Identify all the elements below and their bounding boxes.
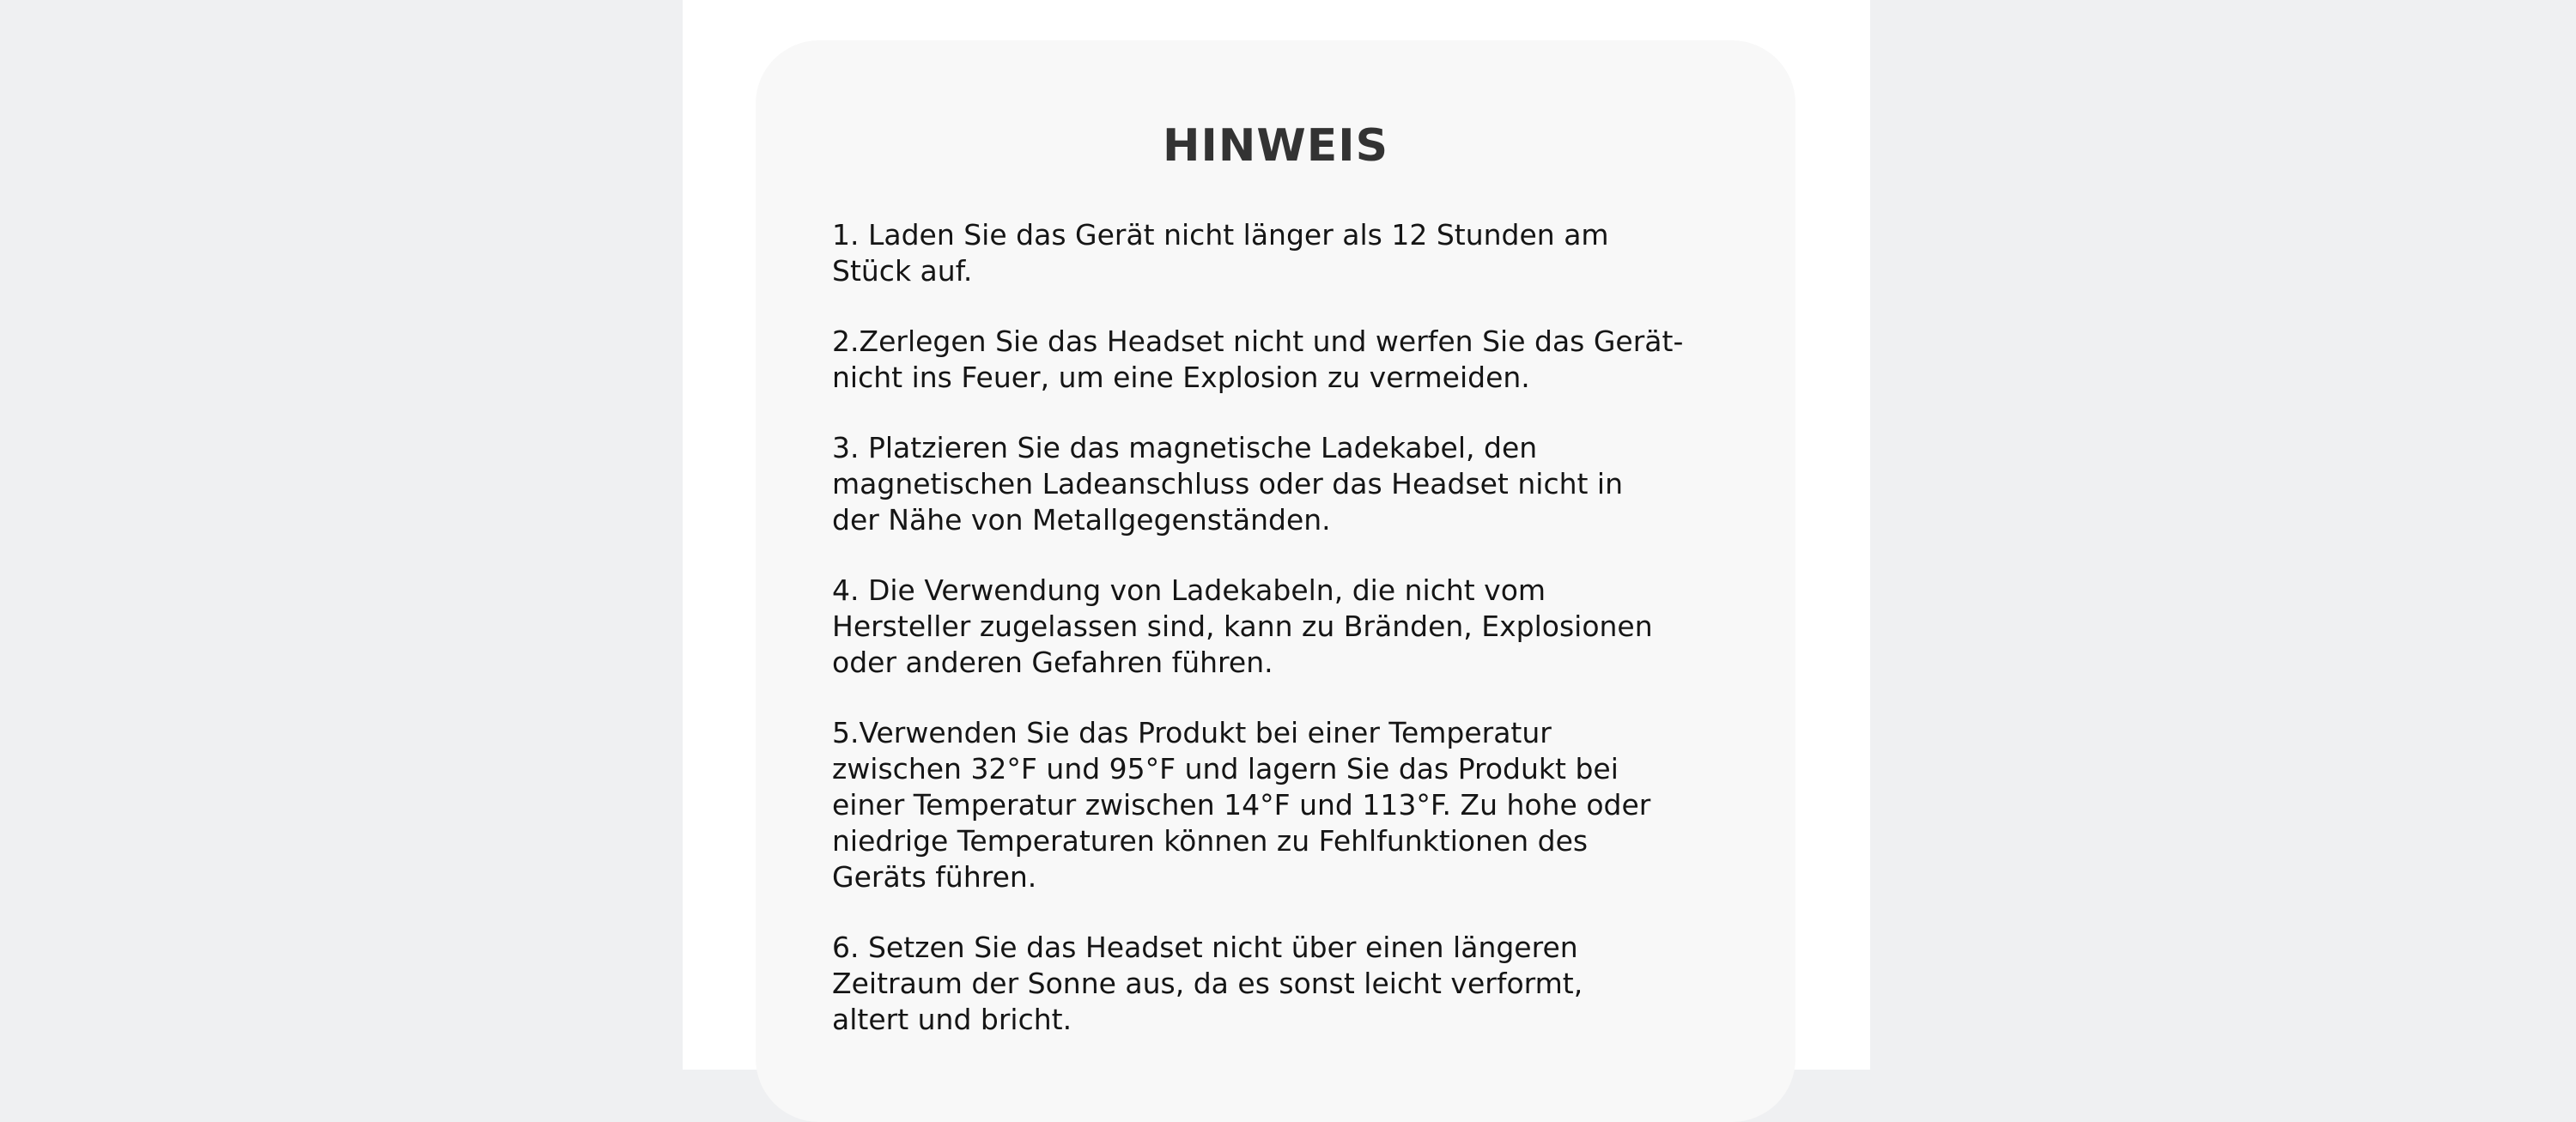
notice-item-2: 2.Zerlegen Sie das Headset nicht und werfen Sie das Gerät- nicht ins Feuer, um eine Explosion zu vermeiden.: [832, 324, 1684, 394]
notice-item-3: 3. Platzieren Sie das magnetische Ladekabel, den magnetischen Ladeanschluss oder das Headset nicht in der Nähe von Metallgegenständen.: [832, 431, 1624, 537]
page-content-column: [683, 0, 1870, 1070]
notice-item-1: 1. Laden Sie das Gerät nicht länger als 12 Stunden am Stück auf.: [832, 218, 1609, 288]
notice-item-4: 4. Die Verwendung von Ladekabeln, die nicht vom Hersteller zugelassen sind, kann zu Bränden, Explosionen oder anderen Gefahren führen.: [832, 573, 1653, 679]
notice-list: [832, 217, 1759, 1072]
notice-title: HINWEIS: [1162, 120, 1389, 172]
notice-item-6: 6. Setzen Sie das Headset nicht über einen längeren Zeitraum der Sonne aus, da es sonst leicht verformt, altert und bricht.: [832, 931, 1583, 1036]
notice-item-5: 5.Verwenden Sie das Produkt bei einer Temperatur zwischen 32°F und 95°F und lagern Sie das Produkt bei einer Temperatur zwischen 14°F und 113°F. Zu hohe oder niedrige Temperaturen können zu Fehlfunktionen des Geräts führen.: [832, 716, 1651, 894]
notice-card: [756, 40, 1795, 1122]
